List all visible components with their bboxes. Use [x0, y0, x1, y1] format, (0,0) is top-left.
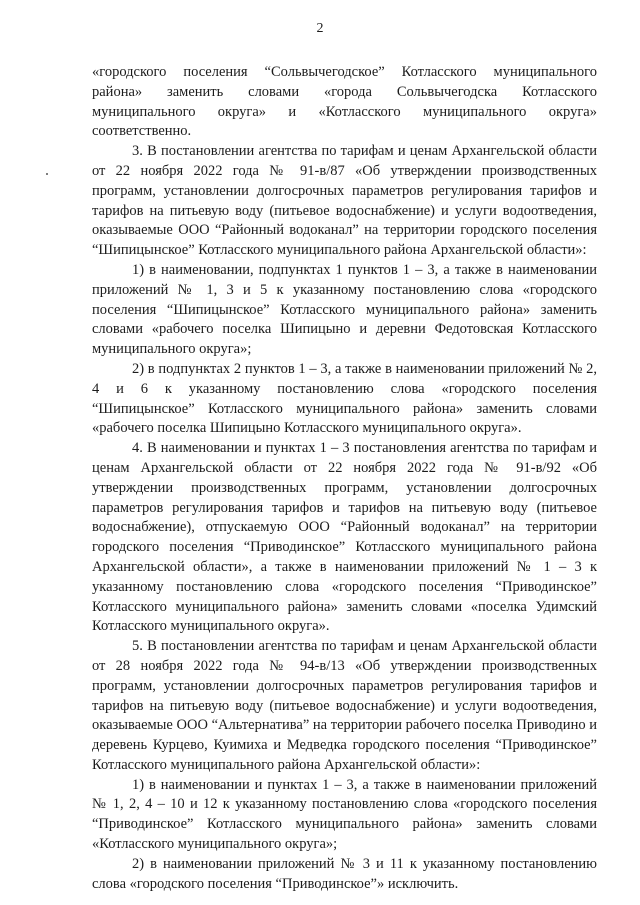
paragraph-item-5: 5. В постановлении агентства по тарифам и ценам Архангельской области от 28 ноября 2022 года № 94-в/13 «Об утверждении производственных программ, установлении долгосрочных параметров регулирования тарифов и тарифов на питьевую воду (питьевое водоснабжение) и услуги водоотведения, оказываемые ООО “Альтернатива” на территории рабочего поселка Приводино и деревень Курцево, Куимиха и Медведка городского поселения “Приводинское” Котласского муниципального района Архангельской области»: — [92, 638, 597, 773]
paragraph-item-4: 4. В наименовании и пунктах 1 – 3 постановления агентства по тарифам и ценам Архангельской области от 22 ноября 2022 года № 91-в/92 «Об утверждении производственных программ, установлении долгосрочных параметров регулирования тарифов и тарифов на питьевую воду (питьевое водоснабжение), отпускаемую ООО “Районный водоканал” на территории городского поселения “Приводинское” Котласского муниципального района Архангельской области», а также в наименовании приложений № 1 – 3 к указанному постановлению слова «городского поселения “Приводинское” Котласского муниципального района» заменить словами «поселка Удимский Котласского муниципального округа». — [92, 440, 597, 635]
paragraph-item-3-1: 1) в наименовании, подпунктах 1 пунктов 1 – 3, а также в наименовании приложений № 1, 3 и 5 к указанному постановлению слова «городского поселения “Шипицынское” Котласского муниципального района» заменить словами «рабочего поселка Шипицыно и деревни Федотовская Котласского муниципального округа»; — [92, 261, 597, 358]
paragraph-item-5-1: 1) в наименовании и пунктах 1 – 3, а также в наименовании приложений № 1, 2, 4 – 10 и 12 к указанному постановлению слова «городского поселения “Приводинское” Котласского муниципального района» заменить словами «Котласского муниципального округа»; — [92, 776, 597, 853]
document-body — [92, 63, 597, 894]
scan-speck — [46, 173, 48, 175]
paragraph-item-5-2: 2) в наименовании приложений № 3 и 11 к указанному постановлению слова «городского поселения “Приводинское”» исключить. — [92, 855, 597, 892]
page-number: 2 — [316, 21, 324, 36]
paragraph-item-3: 3. В постановлении агентства по тарифам и ценам Архангельской области от 22 ноября 2022 года № 91-в/87 «Об утверждении производственных программ, установлении долгосрочных параметров регулирования тарифов и тарифов на питьевую воду (питьевое водоснабжение) и услуги водоотведения, оказываемые ООО “Районный водоканал” на территории городского поселения “Шипицынское” Котласского муниципального района Архангельской области»: — [92, 143, 597, 259]
paragraph-continuation: «городского поселения “Сольвычегодское” Котласского муниципального района» заменить словами «города Сольвычегодска Котласского муниципального округа» и «Котласского муниципального округа» соответственно. — [92, 64, 597, 140]
paragraph-item-3-2: 2) в подпунктах 2 пунктов 1 – 3, а также в наименовании приложений № 2, 4 и 6 к указанному постановлению слова «городского поселения “Шипицынское” Котласского муниципального района» заменить словами «рабочего поселка Шипицыно Котласского муниципального округа». — [92, 360, 597, 437]
